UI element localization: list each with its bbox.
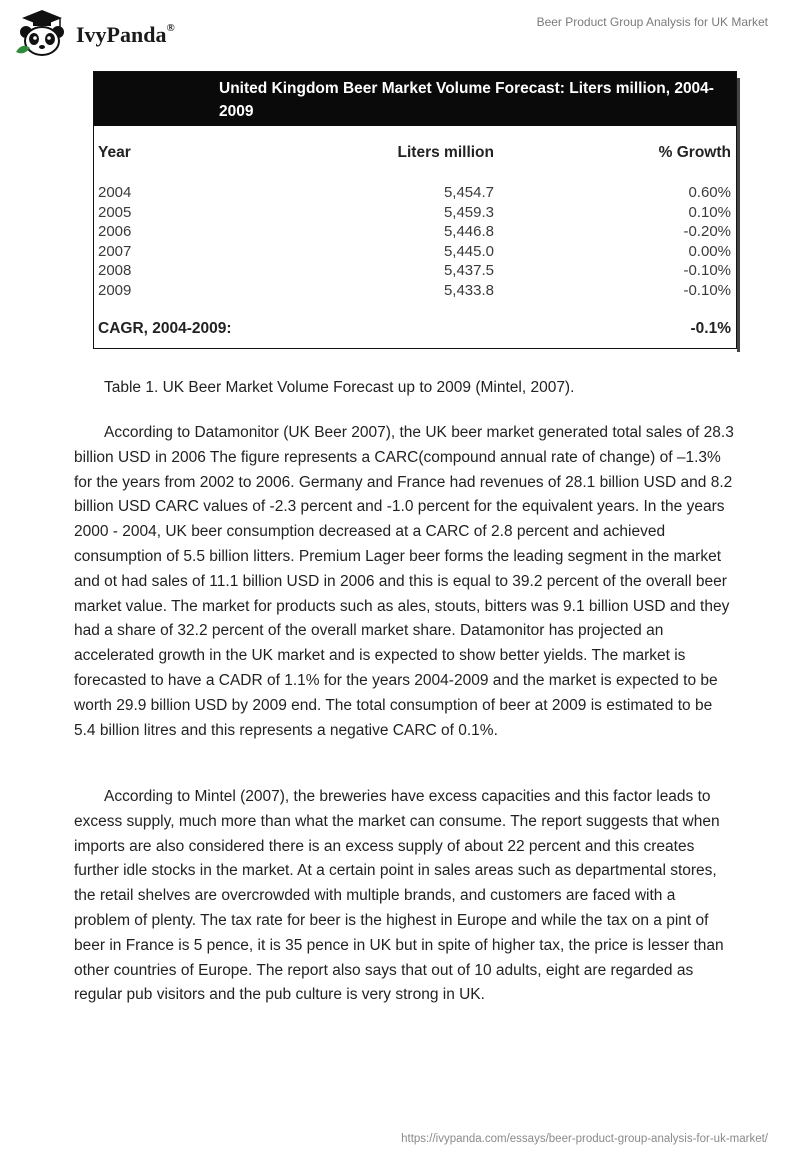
table-header-bar [94, 72, 736, 126]
cell-growth: 0.60% [688, 184, 731, 201]
panda-graduate-icon [14, 8, 70, 58]
source-url-link[interactable]: https://ivypanda.com/essays/beer-product-group-analysis-for-uk-market/ [401, 1133, 768, 1145]
table-title: United Kingdom Beer Market Volume Forecast: Liters million, 2004-2009 [219, 80, 714, 120]
cell-liters: 5,454.7 [443, 184, 494, 201]
cell-growth: 0.00% [688, 242, 731, 260]
cell-year: 2006 [98, 223, 132, 240]
column-header-liters: Liters million [397, 144, 494, 161]
cagr-value: -0.1% [690, 320, 731, 337]
cell-liters: 5,446.8 [443, 223, 494, 240]
document-title: Beer Product Group Analysis for UK Market [536, 15, 768, 29]
cell-liters: 5,459.3 [443, 203, 494, 221]
cell-year: 2004 [98, 184, 132, 201]
cell-growth: 0.10% [688, 203, 731, 221]
cell-year: 2008 [98, 262, 132, 279]
brand-logo[interactable] [14, 8, 175, 58]
paragraph-datamonitor: According to Datamonitor (UK Beer 2007), the UK beer market generated total sales of 28.3 billion USD in 2006 The figure represents a CARC(compound annual rate of change) of –1.3% for the years from 2002 to 2006. Germany and France had revenues of 28.1 billion USD and 8.2 billion USD CARC values of -2.3 percent and -1.0 percent for the equivalent years. In the years 2000 - 2004, UK beer consumption decreased at a CARC of 2.8 percent and achieved consumption of 5.5 billion litters. Premium Lager beer forms the leading segment in the market and ot had sales of 11.1 billion USD in 2006 and this is equal to 39.2 percent of the overall beer market value. The market for products such as ales, stouts, bitters was 9.1 billion USD and they had a share of 32.2 percent of the overall market share. Datamonitor has projected an accelerated growth in the UK market and is expected to show better yields. The market is forecasted to have a CADR of 1.1% for the years 2004-2009 and the market is expected to be worth 29.9 billion USD by 2009 end. The total consumption of beer at 2009 is estimated to be 5.4 billion litres and this represents a negative CARC of 0.1%. [74, 424, 734, 739]
paragraph-mintel: According to Mintel (2007), the breweries have excess capacities and this factor leads to excess supply, much more than what the market can consume. The report suggests that when imports are also considered there is an excess supply of about 22 percent and this creates further idle stocks in the market. At a certain point in sales areas such as departmental stores, the retail shelves are overcrowded with multiple brands, and customers are faced with a problem of plenty. The tax rate for beer is the highest in Europe and while the tax on a pint of beer in France is 5 pence, it is 35 pence in UK but in spite of higher tax, the price is lesser than other countries of Europe. The report also says that out of 10 adults, eight are regarded as regular pub visitors and the pub culture is very strong in UK. [74, 788, 724, 1004]
cagr-label: CAGR, 2004-2009: [98, 320, 232, 337]
cell-liters: 5,437.5 [443, 262, 494, 279]
cell-liters: 5,445.0 [443, 242, 494, 260]
cell-year: 2005 [98, 203, 132, 221]
cell-growth: -0.10% [683, 281, 731, 299]
column-header-year: Year [98, 144, 131, 161]
table-caption: Table 1. UK Beer Market Volume Forecast up to 2009 (Mintel, 2007). [104, 379, 575, 396]
forecast-table [93, 71, 737, 349]
cell-growth: -0.20% [683, 223, 731, 240]
cell-liters: 5,433.8 [443, 281, 494, 299]
column-header-growth: % Growth [658, 144, 731, 161]
table-shadow [737, 78, 740, 352]
brand-name: IvyPanda® [76, 21, 175, 47]
cell-year: 2007 [98, 242, 132, 260]
cell-growth: -0.10% [683, 262, 731, 279]
cell-year: 2009 [98, 281, 132, 299]
